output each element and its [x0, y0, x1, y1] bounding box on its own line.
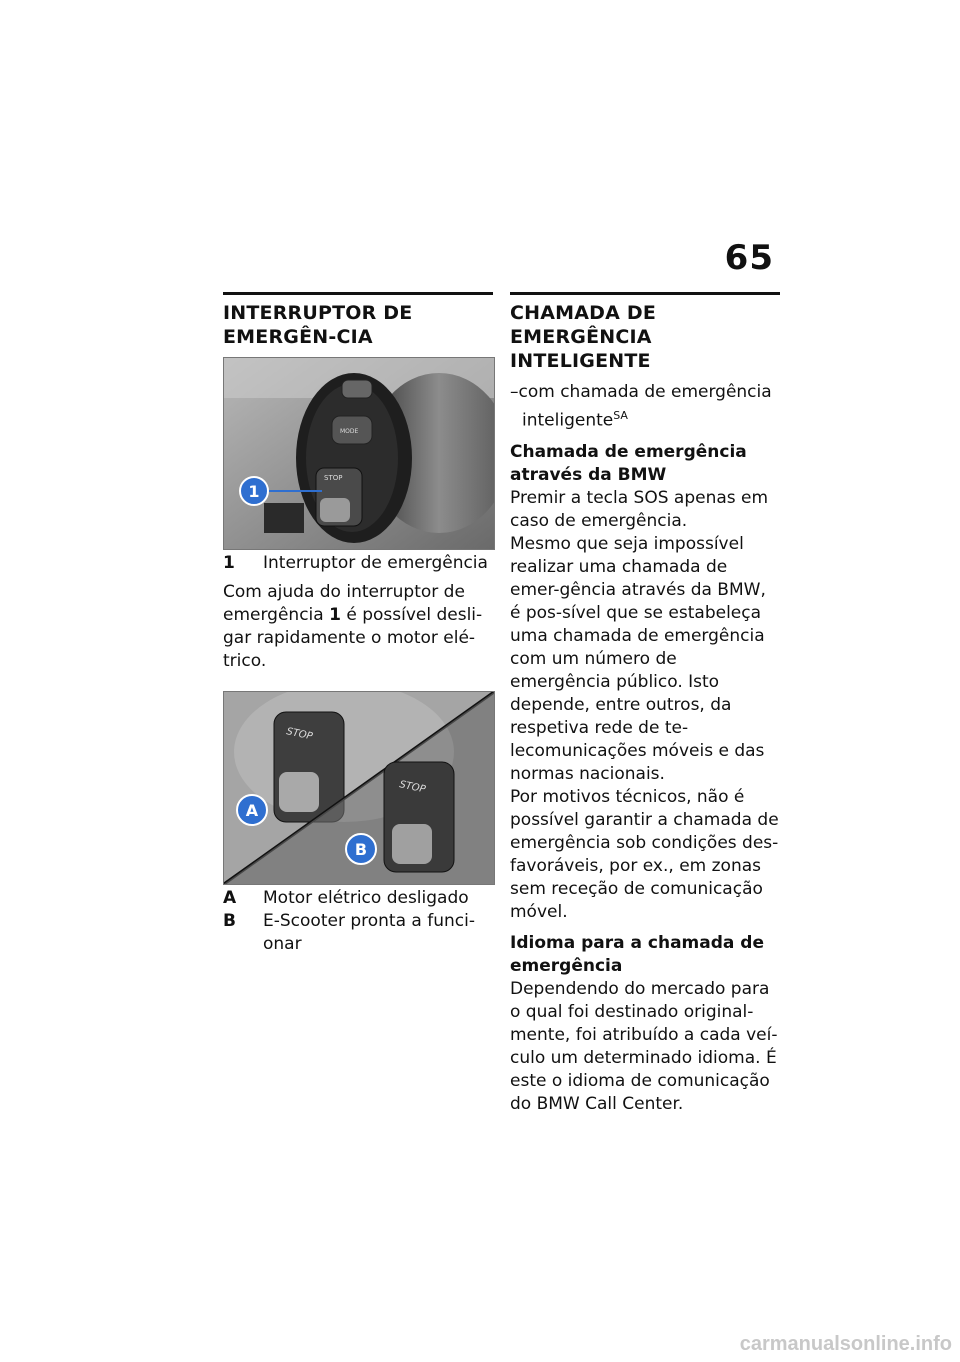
- paragraph-sos: Premir a tecla SOS apenas em caso de emergência.: [510, 487, 769, 531]
- stop-label: STOP: [324, 474, 343, 482]
- page-number: 65: [724, 238, 774, 278]
- caption-text: E-Scooter pronta a funci-onar: [263, 911, 475, 954]
- subhead-language: Idioma para a chamada de emergência: [510, 932, 765, 976]
- section-title-smart-emergency-call: CHAMADA DE EMERGÊNCIA INTELIGENTE: [510, 302, 657, 372]
- sa-badge: SA: [613, 409, 628, 422]
- stop-label-a: STOP: [285, 726, 314, 743]
- reference-1: 1: [329, 605, 341, 625]
- caption-1: [223, 552, 493, 575]
- caption-b: [223, 910, 493, 956]
- switch-positions-photo: [224, 692, 494, 884]
- emergency-switch-paragraph: Com ajuda do interruptor de emergência 1 é possível desli-gar rapidamente o motor elé-trico.: [223, 582, 483, 671]
- paragraph-language: Dependendo do mercado para o qual foi destinado original-mente, foi atribuído a cada veí-culo um determinado idioma. É este o idioma de comunicação do BMW Call Center.: [510, 978, 778, 1114]
- watermark: carmanualsonline.info: [739, 1333, 952, 1355]
- section-rule: [510, 292, 780, 295]
- section-rule: [223, 292, 493, 295]
- equipment-condition: –com chamada de emergência inteligente$^{SA}$: [510, 382, 772, 431]
- right-column: [510, 292, 780, 1116]
- caption-a: [223, 887, 493, 910]
- callout-1: 1: [248, 482, 260, 501]
- callout-b: B: [354, 840, 368, 859]
- paragraph-public-number: Mesmo que seja impossível realizar uma chamada de emer-gência através da BMW, é pos-sível que se estabeleça uma chamada de emergência com um número de emergência público. Isto depende, entre outros, da respetiva rede de te-lecomunicações móveis e das normas nacionais.: [510, 533, 766, 784]
- stop-label-b: STOP: [398, 779, 427, 796]
- caption-text: Interruptor de emergência: [263, 553, 488, 573]
- left-column: [223, 292, 493, 956]
- caption-text: Motor elétrico desligado: [263, 888, 469, 908]
- caption-key: 1: [223, 553, 235, 573]
- figure-emergency-switch: [223, 357, 495, 550]
- caption-key: A: [223, 888, 237, 908]
- section-title-emergency-switch: INTERRUPTOR DE EMERGÊN-CIA: [223, 302, 413, 348]
- paragraph-technical: Por motivos técnicos, não é possível garantir a chamada de emergência sob condições des-favoráveis, por ex., em zonas sem receção de comunicação móvel.: [510, 786, 779, 922]
- figure-switch-positions: [223, 691, 495, 885]
- callout-a: A: [245, 801, 259, 820]
- subhead-bmw-call: Chamada de emergência através da BMW: [510, 441, 747, 485]
- caption-key: B: [223, 911, 236, 931]
- mode-label: MODE: [340, 428, 359, 435]
- handlebar-photo: [224, 358, 494, 549]
